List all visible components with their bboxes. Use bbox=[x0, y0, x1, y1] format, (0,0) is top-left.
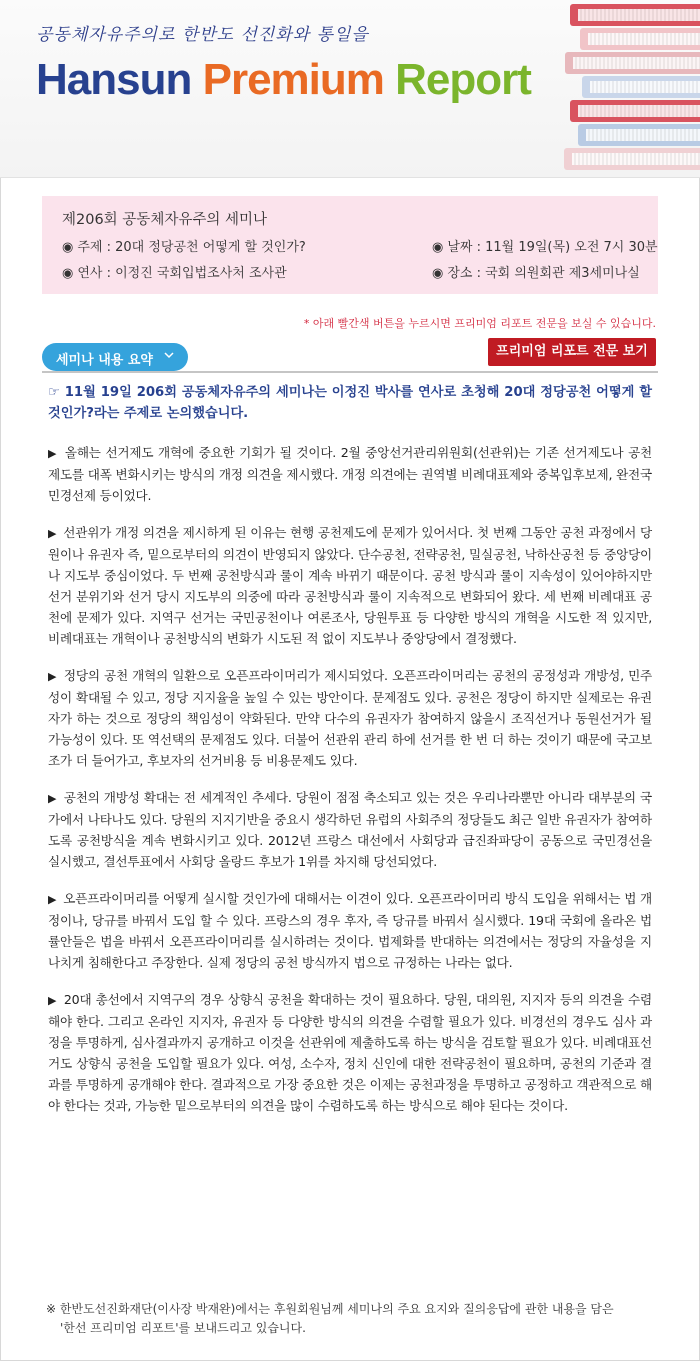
seminar-date-text: 날짜 : 11월 19일(목) 오전 7시 30분 bbox=[447, 240, 658, 255]
summary-paragraph bbox=[48, 522, 652, 649]
brand-word-hansun: Hansun bbox=[36, 55, 192, 104]
bullet-icon: ◉ bbox=[432, 266, 444, 281]
arrow-right-icon: ▶ bbox=[48, 527, 57, 540]
seminar-speaker bbox=[62, 262, 287, 281]
premium-notice: * 아래 빨간색 버튼을 누르시면 프리미엄 리포트 전문을 보실 수 있습니다. bbox=[303, 317, 656, 330]
footer-line-2: '한선 프리미엄 리포트'를 보내드리고 있습니다. bbox=[60, 1321, 306, 1335]
seminar-topic-text: 주제 : 20대 정당공천 어떻게 할 것인가? bbox=[77, 240, 306, 255]
slogan: 공동체자유주의로 한반도 선진화와 통일을 bbox=[36, 25, 369, 45]
seminar-place bbox=[432, 262, 640, 281]
brand-logo bbox=[36, 55, 531, 105]
arrow-right-icon: ▶ bbox=[48, 447, 58, 460]
arrow-right-icon: ▶ bbox=[48, 994, 57, 1007]
report-header bbox=[0, 0, 700, 178]
chevron-down-icon bbox=[164, 350, 174, 360]
seminar-title: 제206회 공동체자유주의 세미나 bbox=[62, 212, 267, 228]
summary-paragraph bbox=[48, 888, 652, 973]
paragraph-text: 정당의 공천 개혁의 일환으로 오픈프라이머리가 제시되었다. 오픈프라이머리는 공천의 공정성과 개방성, 민주성이 확대될 수 있고, 정당 지지율을 높일 수 있는 방안이다. 문제점도 있다. 공천은 정당이 하지만 실제로는 유권자가 하는 것으로 정당의 책임성이 약화된다. 만약 다수의 유권자가 참여하지 않을시 조직선거나 동원선거가 될 가능성이 있다. 또 역선택의 문제점도 있다. 더불어 선관위 관리 하에 선거를 한 번 더 하는 것이기 때문에 국고보조가 더 들어가고, 후보자의 선거비용 등 비용문제도 있다. bbox=[48, 668, 653, 768]
arrow-right-icon: ▶ bbox=[48, 670, 57, 683]
summary-paragraph bbox=[48, 989, 652, 1116]
bullet-icon: ◉ bbox=[62, 240, 74, 255]
summary-content bbox=[48, 382, 652, 1132]
seminar-info-box bbox=[42, 196, 658, 294]
seminar-date bbox=[432, 236, 658, 255]
book-icon bbox=[570, 100, 700, 122]
brand-word-premium: Premium bbox=[202, 55, 384, 104]
seminar-speaker-text: 연사 : 이정진 국회입법조사처 조사관 bbox=[77, 266, 287, 281]
paragraph-text: 오픈프라이머리를 어떻게 실시할 것인가에 대해서는 이견이 있다. 오픈프라이머리 방식 도입을 위해서는 법 개정이나, 당규를 바꿔서 도입 할 수 있다. 프랑스의 경우 후자, 즉 당규를 바꿔서 실시했다. 19대 국회에 올라온 법률안들은 법을 바꿔서 오픈프라이머리를 실시하려는 것이다. 법제화를 반대하는 의견에서는 정당의 자율성을 지나치게 침해한다고 주장한다. 실제 정당의 공천 방식까지 법으로 규정하는 나라는 없다. bbox=[48, 891, 652, 970]
paragraph-text: 선관위가 개정 의견을 제시하게 된 이유는 현행 공천제도에 문제가 있어서다. 첫 번째 그동안 공천 과정에서 당원이나 유권자 즉, 밑으로부터의 의견이 반영되지 않았다. 단수공천, 전략공천, 밀실공천, 낙하산공천 등 중앙당이나 지도부 중심이었다. 두 번째 공천방식과 룰이 계속 바뀌기 때문이다. 공천 방식과 룰이 지속성이 있어야하지만 선거 분위기와 선거 당시 지도부의 의중에 따라 공천방식과 룰이 지속적으로 변화되어 왔다. 세 번째 비례대표 공천에 문제가 있다. 지역구 선거는 국민공천이나 여론조사, 당원투표 등 다양한 방식의 개혁을 시도한 적 있지만, 비례대표는 개혁이나 공천방식의 변화가 시도된 적 없이 지도부나 중앙당에서 결정했다. bbox=[48, 525, 652, 646]
bullet-icon: ◉ bbox=[432, 240, 444, 255]
book-icon bbox=[580, 28, 700, 50]
summary-tab-label: 세미나 내용 요약 bbox=[56, 353, 153, 368]
book-icon bbox=[582, 76, 700, 98]
book-icon bbox=[570, 4, 700, 26]
paragraph-text: 올해는 선거제도 개혁에 중요한 기회가 될 것이다. 2월 중앙선거관리위원회(선관위)는 기존 선거제도나 공천제도를 대폭 변화시키는 방식의 개정 의견을 제시했다. 개정 의견에는 권역별 비례대표제와 중복입후보제, 완전국민경선제 등이었다. bbox=[48, 445, 652, 503]
brand-word-report: Report bbox=[395, 55, 531, 104]
summary-paragraph bbox=[48, 442, 652, 506]
paragraph-text: 공천의 개방성 확대는 전 세계적인 추세다. 당원이 점점 축소되고 있는 것은 우리나라뿐만 아니라 대부분의 국가에서 나타나도 있다. 당원의 지지기반을 중요시 생각하던 유럽의 사회주의 정당들도 최근 일반 유권자가 참여하도록 공천방식을 계속 변화시키고 있다. 2012년 프랑스 대선에서 사회당과 급진좌파당이 공동으로 국민경선을 실시했고, 결선투표에서 사회당 올랑드 후보가 1위를 차지해 당선되었다. bbox=[48, 790, 652, 869]
seminar-place-text: 장소 : 국회 의원회관 제3세미나실 bbox=[447, 266, 640, 281]
arrow-right-icon: ▶ bbox=[48, 893, 57, 906]
paragraph-text: 20대 총선에서 지역구의 경우 상향식 공천을 확대하는 것이 필요하다. 당원, 대의원, 지지자 등의 의견을 수렴해야 한다. 그리고 온라인 지지자, 유권자 등 다양한 방식의 의견을 수렴할 필요가 있다. 비경선의 경우도 심사 과정을 투명하게, 심사결과까지 공개하고 이것을 선관위에 제출하도록 하는 방식을 검토할 필요가 있다. 비례대표선거도 상향식 공천을 도입할 필요가 있다. 여성, 소수자, 정치 신인에 대한 전략공천이 필요하며, 공천의 기준과 결과를 투명하게 공개해야 한다. 결과적으로 가장 중요한 것은 이제는 공천과정을 투명하고 공정하고 객관적으로 해야 한다는 것과, 가능한 밑으로부터의 의견을 많이 수렴하도록 하는 방식으로 해야 된다는 것이다. bbox=[48, 992, 652, 1113]
summary-paragraph bbox=[48, 665, 652, 771]
footer-note bbox=[46, 1300, 666, 1338]
book-icon bbox=[578, 124, 700, 146]
seminar-summary-tab[interactable] bbox=[42, 343, 188, 371]
book-icon bbox=[564, 148, 700, 170]
premium-report-button[interactable]: 프리미엄 리포트 전문 보기 bbox=[488, 338, 656, 366]
seminar-topic bbox=[62, 236, 306, 255]
book-icon bbox=[565, 52, 700, 74]
footer-line-1: ※ 한반도선진화재단(이사장 박재완)에서는 후원회원님께 세미나의 주요 요지와 질의응답에 관한 내용을 담은 bbox=[46, 1302, 614, 1316]
summary-paragraph bbox=[48, 787, 652, 872]
book-stack-illustration bbox=[530, 0, 700, 178]
arrow-right-icon: ▶ bbox=[48, 792, 57, 805]
lead-paragraph: ☞ 11월 19일 206회 공동체자유주의 세미나는 이정진 박사를 연사로 초청해 20대 정당공천 어떻게 할 것인가?라는 주제로 논의했습니다. bbox=[48, 385, 652, 421]
bullet-icon: ◉ bbox=[62, 266, 74, 281]
divider bbox=[42, 371, 658, 373]
